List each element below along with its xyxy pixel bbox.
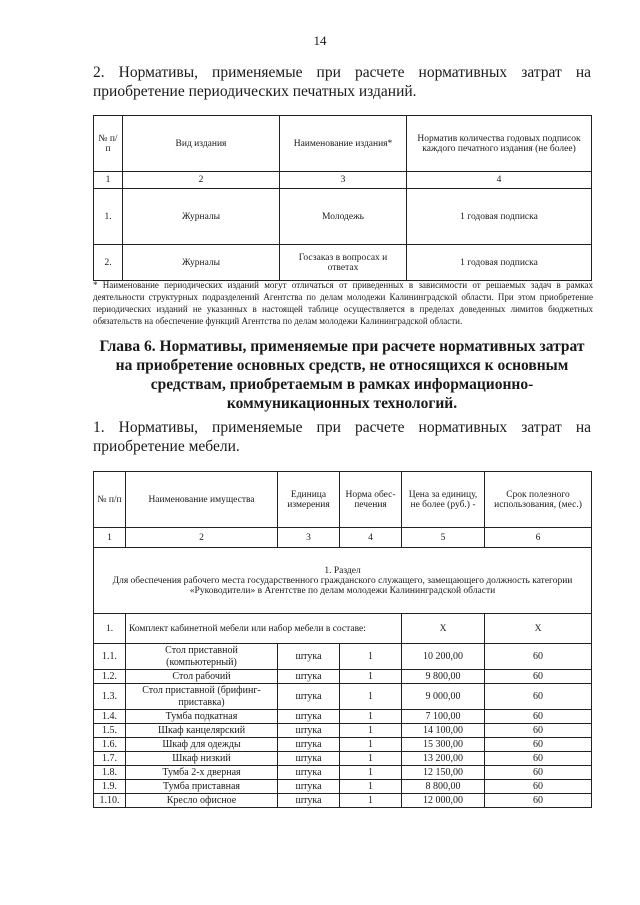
table-row <box>94 724 592 738</box>
table-cell: 60 <box>485 738 592 752</box>
column-number: 3 <box>278 528 340 548</box>
table-cell: 1 годовая подписка <box>407 189 592 245</box>
section-heading <box>94 548 592 614</box>
chapter-title: Глава 6. Нормативы, применяемые при расчете нормативных затрат на приобретение основных средств, не относящихся к основным средствам, приобретаемым в рамках информационно-коммуникационных технологий. <box>99 338 585 412</box>
table-row <box>94 189 592 245</box>
footnote: * Наименование периодических изданий могут отличаться от приведенных в зависимости от решаемых задач в рамках деятельности структурных подразделений Агентства по делам молодежи Калининградской области. При этом приобретение периодических изданий не указанных в настоящей таблице осуществляется в пределах доведенных лимитов бюджетных обязательств на обеспечение функций Агентства по делам молодежи Калининградской области. <box>93 280 593 326</box>
column-number: 2 <box>126 528 278 548</box>
table-row <box>94 684 592 710</box>
table-cell: штука <box>278 710 340 724</box>
table-cell: 12 150,00 <box>402 766 485 780</box>
table-cell: 1 <box>340 644 402 670</box>
header-cell: Наименование издания* <box>280 116 407 172</box>
section-description: Для обеспечения рабочего места государственного гражданского служащего, замещающего должность категории «Руководители» в Агентстве по делам молодежи Калининградской области <box>112 575 573 596</box>
table-header-row <box>94 116 592 172</box>
paragraph-furniture: 1. Нормативы, применяемые при расчете нормативных затрат на приобретение мебели. <box>93 419 591 455</box>
table-cell: 15 300,00 <box>402 738 485 752</box>
table-row <box>94 738 592 752</box>
table-cell: 60 <box>485 794 592 808</box>
table-cell: 1.8. <box>94 766 126 780</box>
table-cell: штука <box>278 684 340 710</box>
table-cell: 1 <box>340 780 402 794</box>
table-cell: Журналы <box>123 189 280 245</box>
table-cell: 60 <box>485 644 592 670</box>
table-cell: Комплект кабинетной мебели или набор мебели в составе: <box>126 614 402 644</box>
table-row <box>94 794 592 808</box>
furniture-table <box>93 471 592 808</box>
header-cell: Вид издания <box>123 116 280 172</box>
table-cell: 1.3. <box>94 684 126 710</box>
table-cell: 12 000,00 <box>402 794 485 808</box>
table-cell: 9 000,00 <box>402 684 485 710</box>
header-cell: Норма обес-печения <box>340 472 402 528</box>
table-cell: Кресло офисное <box>126 794 278 808</box>
table-cell: 13 200,00 <box>402 752 485 766</box>
column-number: 4 <box>407 172 592 189</box>
header-cell: Единица измерения <box>278 472 340 528</box>
table-cell: штука <box>278 670 340 684</box>
column-number: 6 <box>485 528 592 548</box>
set-row <box>94 614 592 644</box>
table-cell: 1 <box>340 684 402 710</box>
table-cell: 1 годовая подписка <box>407 245 592 281</box>
table-cell: штука <box>278 724 340 738</box>
column-number: 2 <box>123 172 280 189</box>
table-cell: 1 <box>340 724 402 738</box>
paragraph-periodicals: 2. Нормативы, применяемые при расчете нормативных затрат на приобретение периодических печатных изданий. <box>93 64 591 100</box>
table-cell: 8 800,00 <box>402 780 485 794</box>
table-cell: 1. <box>94 189 123 245</box>
table-cell: 10 200,00 <box>402 644 485 670</box>
table-cell: Стол рабочий <box>126 670 278 684</box>
table-cell: штука <box>278 752 340 766</box>
table-cell: 1 <box>340 670 402 684</box>
header-cell: Цена за единицу, не более (руб.) - <box>402 472 485 528</box>
table-cell: Стол приставной (брифинг-приставка) <box>126 684 278 710</box>
table-cell: 1 <box>340 710 402 724</box>
table-cell: Тумба приставная <box>126 780 278 794</box>
column-number: 3 <box>280 172 407 189</box>
table-cell: 1 <box>340 752 402 766</box>
table-row <box>94 670 592 684</box>
table-cell: 60 <box>485 724 592 738</box>
furniture-rows <box>94 644 592 808</box>
table-cell: 60 <box>485 752 592 766</box>
table-cell: 1.10. <box>94 794 126 808</box>
table-cell: 60 <box>485 670 592 684</box>
table-cell: 1.4. <box>94 710 126 724</box>
table-cell: 7 100,00 <box>402 710 485 724</box>
table-cell: штука <box>278 794 340 808</box>
table-cell: 1.5. <box>94 724 126 738</box>
column-number-row <box>94 172 592 189</box>
periodicals-table <box>93 115 592 281</box>
table-cell: Шкаф канцелярский <box>126 724 278 738</box>
table-cell: Стол приставной (компьютерный) <box>126 644 278 670</box>
table-cell: Х <box>402 614 485 644</box>
table-cell: штука <box>278 780 340 794</box>
column-number: 1 <box>94 528 126 548</box>
table-cell: Х <box>485 614 592 644</box>
table-cell: 2. <box>94 245 123 281</box>
table-cell: штука <box>278 766 340 780</box>
table-cell: Шкаф низкий <box>126 752 278 766</box>
table-row <box>94 710 592 724</box>
header-cell: Срок полезного использования, (мес.) <box>485 472 592 528</box>
table-cell: Тумба 2-х дверная <box>126 766 278 780</box>
table-cell: 1 <box>340 766 402 780</box>
table-cell: 60 <box>485 780 592 794</box>
table-cell: 1.1. <box>94 644 126 670</box>
header-cell: № п/п <box>94 116 123 172</box>
table-cell: 1.9. <box>94 780 126 794</box>
table-row <box>94 752 592 766</box>
table-row <box>94 245 592 281</box>
header-cell: Норматив количества годовых подписок каждого печатного издания (не более) <box>407 116 592 172</box>
section-number: 1. Раздел <box>324 565 361 576</box>
header-cell: Наименование имущества <box>126 472 278 528</box>
table-cell: 60 <box>485 766 592 780</box>
table-cell: Тумба подкатная <box>126 710 278 724</box>
column-number-row <box>94 528 592 548</box>
table-cell: Госзаказ в вопросах и ответах <box>280 245 407 281</box>
table-cell: 1 <box>340 794 402 808</box>
header-cell: № п/п <box>94 472 126 528</box>
table-cell: 1 <box>340 738 402 752</box>
table-cell: 9 800,00 <box>402 670 485 684</box>
table-cell: 1.2. <box>94 670 126 684</box>
table-cell: Шкаф для одежды <box>126 738 278 752</box>
table-header-row <box>94 472 592 528</box>
table-cell: 60 <box>485 710 592 724</box>
table-row <box>94 780 592 794</box>
table-cell: 60 <box>485 684 592 710</box>
table-cell: штука <box>278 738 340 752</box>
table-cell: 1.7. <box>94 752 126 766</box>
table-cell: 1. <box>94 614 126 644</box>
table-row <box>94 644 592 670</box>
page-number: 14 <box>313 33 327 48</box>
table-cell: 14 100,00 <box>402 724 485 738</box>
table-cell: 1.6. <box>94 738 126 752</box>
table-cell: Журналы <box>123 245 280 281</box>
column-number: 1 <box>94 172 123 189</box>
column-number: 5 <box>402 528 485 548</box>
section-row <box>94 548 592 614</box>
table-cell: штука <box>278 644 340 670</box>
table-cell: Молодежь <box>280 189 407 245</box>
table-row <box>94 766 592 780</box>
column-number: 4 <box>340 528 402 548</box>
